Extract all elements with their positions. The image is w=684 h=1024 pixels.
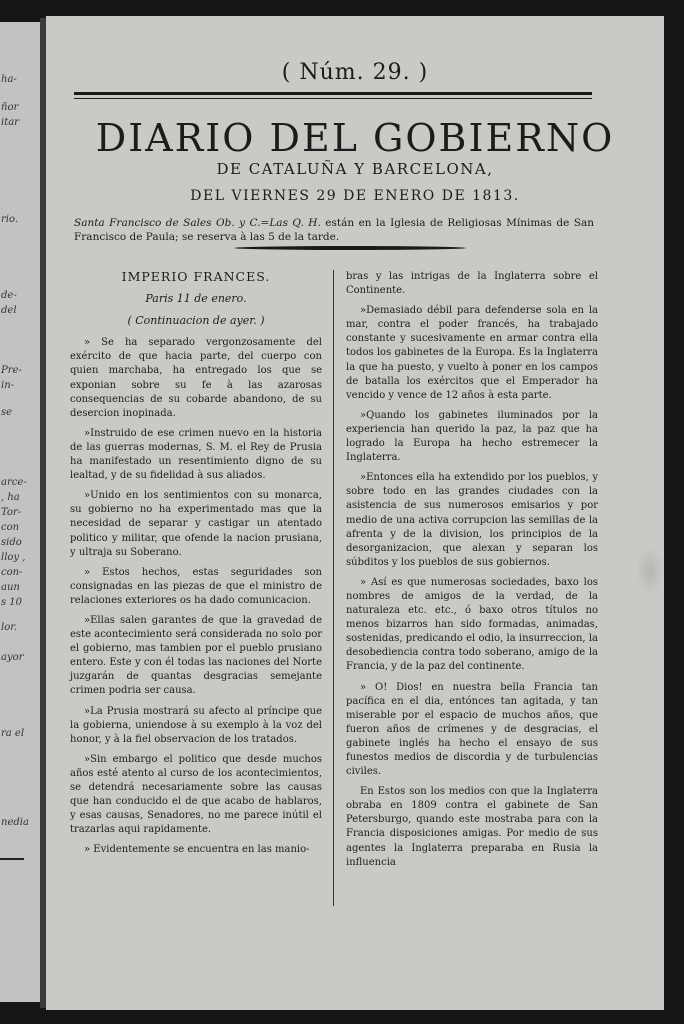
header-rule-thin <box>74 98 592 99</box>
header-rule <box>74 92 592 95</box>
saints-notice <box>74 216 594 244</box>
continuation-note <box>70 314 322 328</box>
column-divider <box>333 270 334 906</box>
left-column <box>70 270 322 863</box>
masthead-subtitle: DE CATALUÑA Y BARCELONA, <box>216 160 494 178</box>
prev-fragment: con <box>1 522 20 533</box>
prev-fragment: s 10 <box>1 597 23 608</box>
prev-fragment: sido <box>1 537 22 548</box>
article-paragraph: »Quando los gabinetes iluminados por la experiencia han querido la paz, la paz que ha logrado la Europa ha hecho estremecer la Inglaterra. <box>346 409 598 464</box>
issue-number: ( Núm. 29. ) <box>281 60 429 85</box>
prev-page-rule <box>0 858 24 860</box>
prev-fragment: del <box>1 305 17 316</box>
prev-fragment: se <box>1 407 13 418</box>
article-paragraph: »Instruido de ese crimen nuevo en la historia de las guerras modernas, S. M. el Rey de Prusia ha manifestado un resentimiento digno de su lealtad, y de su fidelidad à sus aliados. <box>70 427 322 482</box>
prev-fragment: in- <box>1 380 15 391</box>
article-paragraph: » Evidentemente se encuentra en las manio- <box>84 844 310 856</box>
prev-fragment: de- <box>1 290 17 301</box>
masthead-title: DIARIO DEL GOBIERNO <box>95 116 615 160</box>
prev-fragment: rio. <box>1 214 19 225</box>
article-paragraph: » Así es que numerosas sociedades, baxo los nombres de amigos de la verdad, de la naturaleza etc. etc., ó baxo otros títulos no menos bizarros han sido formadas, animadas, sostenidas, predicando el odio, la insurreccion, la desobediencia contra todo soberano, amigo de la Francia, y de la paz del continente. <box>346 576 598 673</box>
article-paragraph: » O! Dios! en nuestra bella Francia tan pacífica en el dia, entónces tan agitada, y tan miserable por el espacio de muchos años, que fueron años de crímenes y de desgracias, el gabinete inglés ha hecho el ensayo de sus funestos medios de discordia y de turbulencias civiles. <box>346 681 598 778</box>
dateline: DEL VIERNES 29 DE ENERO DE 1813. <box>190 188 520 204</box>
dateline-place <box>70 292 322 306</box>
article-paragraph: »Unido en los sentimientos con su monarca, su gobierno no ha experimentado mas que la necesidad de separar y castigar un atentado politico y militar, que ofende la nacion prusiana, y ultraja su Soberano. <box>70 490 322 558</box>
prev-fragment: itar <box>1 117 19 128</box>
section-title: IMPERIO FRANCES. <box>121 269 271 284</box>
prev-fragment: Tor- <box>1 507 22 518</box>
article-paragraph: »Ellas salen garantes de que la gravedad de este acontecimiento será considerada no solo por el gobierno, mas tambien por el pueblo prusiano entero. Este y con él todas las naciones del Norte juzgarán de quantas desgracias semejante crimen podria ser causa. <box>70 614 322 697</box>
right-column <box>346 270 598 876</box>
prev-fragment: , ha <box>1 492 20 503</box>
article-paragraph: bras y las intrigas de la Inglaterra sobre el Continente. <box>346 271 598 297</box>
prev-fragment: ha- <box>1 74 17 85</box>
article-paragraph: » Estos hechos, estas seguridades son consignadas en las piezas de que el ministro de relaciones exteriores os ha dado comunicacion. <box>70 566 322 606</box>
continuation-text: ( Continuacion de ayer. ) <box>127 314 265 328</box>
prev-fragment: ra el <box>1 728 25 739</box>
article-paragraph: » Se ha separado vergonzosamente del exército de que hacia parte, del cuerpo con quien marchaba, ha entregado los que se exponian sobre su fe à las azarosas consequencias de su cobarde abandono, de su desercion inopinada. <box>70 337 322 419</box>
article-paragraph: »Entonces ella ha extendido por los pueblos, y sobre todo en las grandes ciudades con la asistencia de sus numerosos emisarios y por medio de una activa corrupcion las semillas de la afrenta y de la division, los principios de la desorganizacion, que alexan y separan los súbditos y los pueblos de sus gobiernos. <box>346 472 598 568</box>
prev-fragment: ñor <box>1 102 19 113</box>
article-paragraph: »Demasiado débil para defenderse sola en la mar, contra el poder francés, ha trabajado constante y sucesivamente en armar contra ella todos los gabinetes de la Europa. Es la Inglaterra la que ha puesto, y vuelto à poner en los campos de batalla los exércitos que el Emperador ha vencido y vence de 12 años à esta parte. <box>346 305 598 401</box>
prev-fragment: Pre- <box>1 365 22 376</box>
article-paragraph: En Estos son los medios con que la Inglaterra obraba en 1809 contra el gabinete de San Petersburgo, quando este mostraba para con la Francia disposiciones amigas. Por medio de sus agentes la Inglaterra preparaba en Rusia la influencia <box>346 786 598 868</box>
prev-fragment: ayor <box>1 652 24 663</box>
prev-fragment: nedia <box>1 817 29 828</box>
prev-fragment: con- <box>1 567 23 578</box>
place-text: Paris 11 de enero. <box>145 292 247 306</box>
article-paragraph: »Sin embargo el politico que desde muchos años esté atento al curso de los acontecimientos, se detendrá necesariamente sobre las causas que han conducido el de que acabo de hablaros, y esas causas, Senadores, no me parece inútil el trazarlas aqui rapidamente. <box>70 753 322 836</box>
prev-fragment: aun <box>1 582 20 593</box>
saints-notice-text: están en la Iglesia de Religiosas Mínimas de San Francisco de Paula; se reserva à las 5 de la tarde. <box>74 217 594 243</box>
newspaper-page <box>46 16 664 1010</box>
ornamental-rule <box>234 246 466 250</box>
prev-fragment: lloy , <box>1 552 26 563</box>
prev-fragment: lor. <box>1 622 18 633</box>
article-paragraph: »La Prusia mostrará su afecto al príncipe que la gobierna, uniendose à su exemplo à la voz del honor, y à la fiel observacion de los tratados. <box>70 705 322 745</box>
saints-notice-italic: Santa Francisco de Sales Ob. y C.=Las Q. H. <box>74 217 321 229</box>
paper-stain <box>636 546 664 596</box>
prev-fragment: arce- <box>1 477 27 488</box>
previous-page-edge <box>0 22 42 1002</box>
